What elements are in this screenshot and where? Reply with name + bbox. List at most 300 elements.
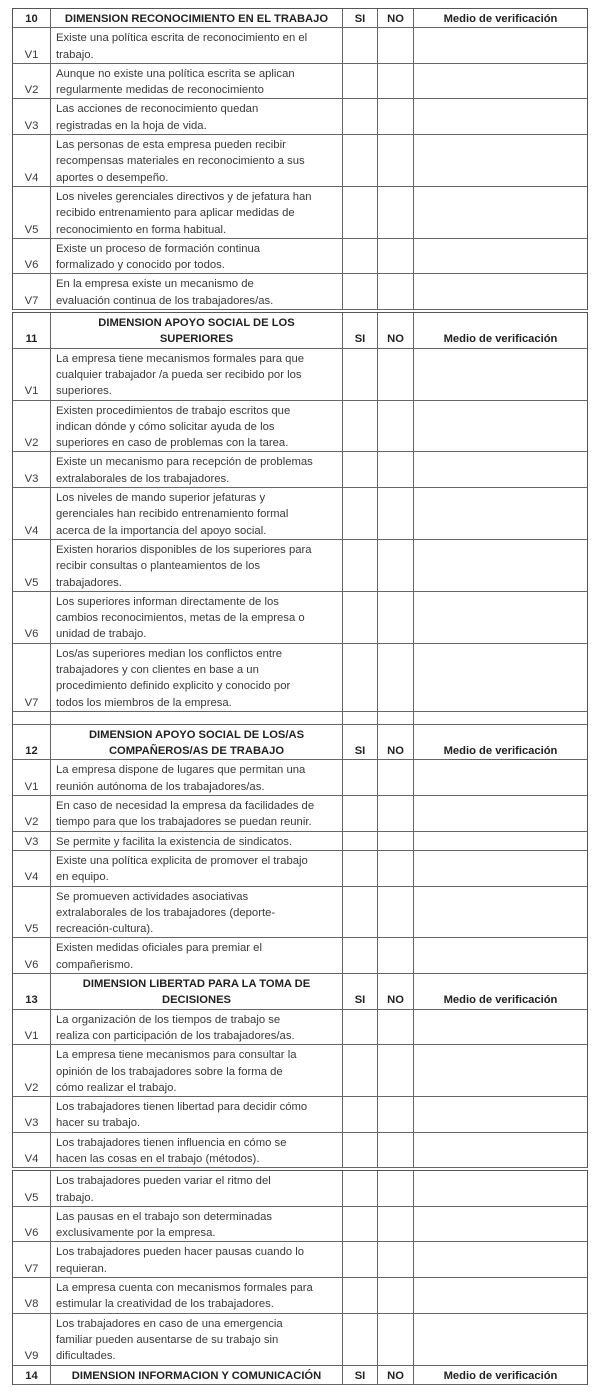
table-row (13, 796, 587, 832)
no-checkbox-cell[interactable] (378, 64, 414, 99)
verification-column-header-text: Medio de verificación (443, 13, 558, 25)
table-row (13, 274, 587, 310)
item-text-line: trabajadores y con clientes en base a un (56, 663, 259, 676)
item-text (51, 1171, 343, 1206)
no-checkbox-cell[interactable] (378, 540, 414, 591)
item-id-text: V6 (24, 958, 39, 971)
no-checkbox-cell[interactable] (378, 187, 414, 238)
no-checkbox-cell[interactable] (378, 644, 414, 711)
no-checkbox-cell[interactable] (378, 349, 414, 400)
section-number-text: 11 (25, 333, 38, 346)
verification-input-cell[interactable] (414, 488, 587, 539)
item-text-line: Existe un proceso de formación continua (56, 242, 261, 255)
item-text-line: requieran. (56, 1262, 107, 1275)
item-text-line: Los niveles de mando superior jefaturas y (56, 492, 266, 505)
verification-input-cell[interactable] (414, 239, 587, 274)
no-column-header-text: NO (387, 745, 404, 758)
item-text (51, 832, 343, 850)
verification-input-cell[interactable] (414, 274, 587, 309)
item-text-line: recibido entrenamiento para aplicar medidas de (56, 207, 295, 220)
table-row (13, 644, 587, 712)
verification-input-cell[interactable] (414, 28, 587, 63)
item-text-line: Las personas de esta empresa pueden recibir (56, 139, 286, 152)
item-text-line: Aunque no existe una política escrita se aplican (56, 67, 295, 80)
item-text-line: Los trabajadores en caso de una emergencia (56, 1317, 283, 1330)
item-id-text: V3 (24, 1117, 39, 1130)
section-title-line: DIMENSION APOYO SOCIAL DE LOS (98, 317, 295, 330)
item-id-text: V2 (24, 84, 39, 97)
table-row (13, 99, 587, 135)
item-id-text: V5 (24, 1191, 39, 1204)
item-text-line: La empresa dispone de lugares que permitan una (56, 764, 306, 777)
si-checkbox-cell[interactable] (343, 796, 378, 831)
no-checkbox-cell[interactable] (378, 1097, 414, 1132)
item-text-line: Existen horarios disponibles de los superiores para (56, 543, 312, 556)
item-id (13, 938, 51, 973)
section-title (51, 725, 343, 760)
item-id-text: V3 (24, 472, 39, 485)
table-block (12, 1170, 588, 1385)
no-checkbox-cell[interactable] (378, 1242, 414, 1277)
no-column-header-text: NO (387, 994, 404, 1007)
item-id (13, 135, 51, 186)
no-checkbox-cell[interactable] (378, 488, 414, 539)
item-text-line: La empresa tiene mecanismos para consultar la (56, 1049, 297, 1062)
item-id (13, 1097, 51, 1132)
table-row (13, 1133, 587, 1169)
item-id-text: V2 (24, 437, 39, 450)
item-text (51, 592, 343, 643)
item-id-text: V7 (24, 1262, 39, 1275)
item-text (51, 401, 343, 452)
no-checkbox-cell[interactable] (378, 1314, 414, 1365)
no-checkbox-cell[interactable] (378, 851, 414, 886)
table-row (13, 1278, 587, 1314)
item-text-line: hacen las cosas en el trabajo (métodos). (56, 1153, 260, 1165)
si-column-header (343, 974, 378, 1009)
si-column-header (343, 725, 378, 760)
verification-input-cell[interactable] (414, 401, 587, 452)
no-checkbox-cell[interactable] (378, 1045, 414, 1096)
si-checkbox-cell[interactable] (343, 488, 378, 539)
item-id-text: V8 (24, 1298, 39, 1311)
item-text-line: unidad de trabajo. (56, 628, 147, 641)
item-text-line: dificultades. (56, 1350, 116, 1363)
no-checkbox-cell[interactable] (378, 1133, 414, 1168)
item-id-text: V4 (24, 524, 39, 537)
item-id (13, 452, 51, 487)
si-checkbox-cell[interactable] (343, 832, 378, 850)
item-text-line: reconocimiento en forma habitual. (56, 223, 227, 236)
si-checkbox-cell[interactable] (343, 135, 378, 186)
verification-input-cell[interactable] (414, 644, 587, 711)
item-text-line: en equipo. (56, 871, 109, 884)
item-id (13, 1207, 51, 1242)
item-text-line: realiza con participación de los trabajadores/as. (56, 1029, 295, 1042)
table-row (13, 1097, 587, 1133)
table-row (13, 592, 587, 644)
item-id (13, 1278, 51, 1313)
item-id-text: V4 (24, 1153, 39, 1165)
no-checkbox-cell[interactable] (378, 1207, 414, 1242)
table-block (12, 8, 588, 310)
no-checkbox-cell[interactable] (378, 401, 414, 452)
si-checkbox-cell[interactable] (343, 239, 378, 274)
item-id (13, 644, 51, 711)
item-text (51, 540, 343, 591)
no-checkbox-cell[interactable] (378, 796, 414, 831)
section-header-row (13, 1366, 587, 1385)
no-checkbox-cell[interactable] (378, 760, 414, 795)
no-column-header (378, 9, 414, 27)
item-text (51, 488, 343, 539)
table-row (13, 832, 587, 851)
table-row (13, 452, 587, 488)
section-title-line: DIMENSION INFORMACION Y COMUNICACIÓN (71, 1369, 322, 1382)
no-checkbox-cell[interactable] (378, 712, 414, 724)
no-checkbox-cell[interactable] (378, 452, 414, 487)
section-header-row (13, 313, 587, 349)
si-checkbox-cell[interactable] (343, 938, 378, 973)
verification-input-cell[interactable] (414, 592, 587, 643)
item-text (51, 712, 343, 724)
item-text-line: compañerismo. (56, 958, 134, 971)
verification-input-cell[interactable] (414, 1278, 587, 1313)
item-id (13, 540, 51, 591)
item-id (13, 832, 51, 850)
verification-input-cell[interactable] (414, 1133, 587, 1168)
verification-input-cell[interactable] (414, 760, 587, 795)
item-id-text: V6 (24, 628, 39, 641)
verification-input-cell[interactable] (414, 64, 587, 99)
item-text (51, 1314, 343, 1365)
no-checkbox-cell[interactable] (378, 1278, 414, 1313)
section-header-row (13, 974, 587, 1010)
si-column-header-text: SI (354, 994, 366, 1007)
item-text (51, 1278, 343, 1313)
item-text-line: cualquier trabajador /a pueda ser recibido por los (56, 368, 302, 381)
item-id-text: V9 (24, 1350, 39, 1363)
no-checkbox-cell[interactable] (378, 592, 414, 643)
item-id-text: V4 (24, 171, 39, 184)
item-text (51, 239, 343, 274)
item-text-line: Los trabajadores pueden variar el ritmo del (56, 1175, 271, 1188)
item-text-line: Los superiores informan directamente de los (56, 595, 279, 608)
si-checkbox-cell[interactable] (343, 540, 378, 591)
no-checkbox-cell[interactable] (378, 887, 414, 938)
table-row (13, 488, 587, 540)
item-text (51, 274, 343, 309)
item-text-line: tiempo para que los trabajadores se puedan reunir. (56, 816, 312, 829)
si-checkbox-cell[interactable] (343, 760, 378, 795)
si-column-header-text: SI (354, 333, 366, 346)
item-id (13, 64, 51, 99)
item-text-line: trabajo. (56, 1191, 94, 1204)
item-id (13, 796, 51, 831)
table-row (13, 712, 587, 725)
item-text-line: extralaborales de los trabajadores (deporte- (56, 906, 276, 919)
item-id-text: V6 (24, 1227, 39, 1240)
item-text-line: La organización de los tiempos de trabajo se (56, 1013, 281, 1026)
table-row (13, 1314, 587, 1366)
verification-input-cell[interactable] (414, 540, 587, 591)
item-text-line: En la empresa existe un mecanismo de (56, 278, 254, 291)
section-number (13, 9, 51, 27)
si-checkbox-cell[interactable] (343, 887, 378, 938)
section-title (51, 9, 343, 27)
item-text-line: Las pausas en el trabajo son determinadas (56, 1210, 273, 1223)
table-row (13, 851, 587, 887)
section-number (13, 725, 51, 760)
item-id (13, 592, 51, 643)
item-text-line: Las acciones de reconocimiento quedan (56, 103, 259, 116)
item-id (13, 760, 51, 795)
item-text-line: recompensas materiales en reconocimiento a sus (56, 155, 305, 168)
section-number-text: 10 (25, 13, 38, 25)
si-checkbox-cell[interactable] (343, 1171, 378, 1206)
section-title (51, 974, 343, 1009)
item-text-line: formalizado y conocido por todos. (56, 259, 225, 272)
si-checkbox-cell[interactable] (343, 1045, 378, 1096)
item-text (51, 644, 343, 711)
item-text-line: recreación-cultura). (56, 923, 154, 936)
section-number (13, 1366, 51, 1384)
section-title (51, 313, 343, 348)
table-row (13, 1207, 587, 1243)
verification-column-header-text: Medio de verificación (443, 745, 558, 758)
si-checkbox-cell[interactable] (343, 274, 378, 309)
si-checkbox-cell[interactable] (343, 1314, 378, 1365)
item-id (13, 1010, 51, 1045)
no-checkbox-cell[interactable] (378, 938, 414, 973)
section-title-line: DIMENSION LIBERTAD PARA LA TOMA DE (82, 978, 311, 991)
si-column-header (343, 313, 378, 348)
si-checkbox-cell[interactable] (343, 1010, 378, 1045)
item-text (51, 1207, 343, 1242)
si-checkbox-cell[interactable] (343, 28, 378, 63)
item-id (13, 712, 51, 724)
verification-input-cell[interactable] (414, 1097, 587, 1132)
verification-input-cell[interactable] (414, 832, 587, 850)
item-text (51, 99, 343, 134)
item-text (51, 796, 343, 831)
verification-input-cell[interactable] (414, 851, 587, 886)
item-text-line: todos los miembros de la empresa. (56, 696, 232, 709)
no-checkbox-cell[interactable] (378, 135, 414, 186)
verification-input-cell[interactable] (414, 1045, 587, 1096)
verification-input-cell[interactable] (414, 1010, 587, 1045)
verification-input-cell[interactable] (414, 938, 587, 973)
item-text-line: Los trabajadores tienen influencia en cómo se (56, 1136, 287, 1149)
si-checkbox-cell[interactable] (343, 349, 378, 400)
item-text-line: Los niveles gerenciales directivos y de jefatura han (56, 190, 312, 203)
no-checkbox-cell[interactable] (378, 239, 414, 274)
item-id (13, 1045, 51, 1096)
item-text (51, 1133, 343, 1168)
table-row (13, 540, 587, 592)
si-checkbox-cell[interactable] (343, 644, 378, 711)
verification-input-cell[interactable] (414, 796, 587, 831)
item-text-line: La empresa tiene mecanismos formales para que (56, 352, 305, 365)
si-column-header-text: SI (354, 745, 366, 758)
section-title-line: DIMENSION APOYO SOCIAL DE LOS/AS (88, 728, 305, 741)
si-checkbox-cell[interactable] (343, 1242, 378, 1277)
no-checkbox-cell[interactable] (378, 28, 414, 63)
item-text-line: Existen medidas oficiales para premiar el (56, 942, 262, 955)
item-text-line: hacer su trabajo. (56, 1117, 141, 1130)
si-checkbox-cell[interactable] (343, 1278, 378, 1313)
si-checkbox-cell[interactable] (343, 99, 378, 134)
no-checkbox-cell[interactable] (378, 832, 414, 850)
verification-column-header (414, 1366, 587, 1384)
verification-column-header-text: Medio de verificación (443, 994, 558, 1007)
item-text (51, 887, 343, 938)
item-text-line: trabajadores. (56, 576, 122, 589)
item-text-line: cambios reconocimientos, metas de la empresa o (56, 612, 305, 625)
no-checkbox-cell[interactable] (378, 1171, 414, 1206)
verification-column-header-text: Medio de verificación (443, 333, 558, 346)
no-column-header-text: NO (387, 13, 404, 25)
table-row (13, 1171, 587, 1207)
item-text-line: evaluación continua de los trabajadores/as. (56, 294, 274, 307)
si-checkbox-cell[interactable] (343, 1207, 378, 1242)
item-text (51, 938, 343, 973)
item-text-line: registradas en la hoja de vida. (56, 119, 207, 132)
item-id (13, 239, 51, 274)
si-checkbox-cell[interactable] (343, 452, 378, 487)
item-text (51, 1045, 343, 1096)
item-id-text: V1 (24, 48, 39, 61)
item-text-line: Se permite y facilita la existencia de sindicatos. (56, 835, 293, 848)
si-column-header (343, 9, 378, 27)
item-text-line: Los/as superiores median los conflictos entre (56, 647, 283, 660)
item-id-text: V1 (24, 780, 39, 793)
verification-column-header (414, 313, 587, 348)
verification-input-cell[interactable] (414, 1171, 587, 1206)
item-id (13, 28, 51, 63)
item-id-text: V5 (24, 576, 39, 589)
table-row (13, 938, 587, 974)
verification-input-cell[interactable] (414, 1314, 587, 1365)
item-text-line: superiores. (56, 385, 112, 398)
si-checkbox-cell[interactable] (343, 851, 378, 886)
section-title-line: COMPAÑEROS/AS DE TRABAJO (108, 745, 285, 758)
item-text-line: Los trabajadores tienen libertad para decidir cómo (56, 1101, 308, 1114)
verification-input-cell[interactable] (414, 712, 587, 724)
table-block (12, 312, 588, 1168)
si-checkbox-cell[interactable] (343, 401, 378, 452)
item-text-line: opinión de los trabajadores sobre la forma de (56, 1065, 283, 1078)
item-id (13, 349, 51, 400)
no-column-header (378, 725, 414, 760)
table-row (13, 349, 587, 401)
item-text (51, 1010, 343, 1045)
item-id-text: V2 (24, 1081, 39, 1094)
verification-column-header (414, 9, 587, 27)
item-id (13, 1133, 51, 1168)
item-id-text: V7 (24, 696, 39, 709)
si-checkbox-cell[interactable] (343, 712, 378, 724)
section-number (13, 313, 51, 348)
section-title-line: DIMENSION RECONOCIMIENTO EN EL TRABAJO (64, 13, 329, 25)
verification-input-cell[interactable] (414, 349, 587, 400)
table-row (13, 1242, 587, 1278)
no-column-header (378, 974, 414, 1009)
verification-input-cell[interactable] (414, 452, 587, 487)
table-row (13, 28, 587, 64)
verification-column-header-text: Medio de verificación (443, 1369, 558, 1382)
item-text-line: Existe una política explicita de promover el trabajo (56, 854, 308, 867)
item-text-line: cómo realizar el trabajo. (56, 1081, 177, 1094)
item-id (13, 851, 51, 886)
item-text-line: gerenciales han recibido entrenamiento formal (56, 508, 289, 521)
si-checkbox-cell[interactable] (343, 64, 378, 99)
item-text (51, 349, 343, 400)
table-row (13, 187, 587, 239)
item-id (13, 488, 51, 539)
verification-input-cell[interactable] (414, 887, 587, 938)
verification-input-cell[interactable] (414, 135, 587, 186)
item-id (13, 1314, 51, 1365)
item-id-text: V7 (24, 294, 39, 307)
item-text-line: familiar pueden ausentarse de su trabajo sin (56, 1333, 279, 1346)
si-checkbox-cell[interactable] (343, 1133, 378, 1168)
no-checkbox-cell[interactable] (378, 99, 414, 134)
item-id-text: V3 (24, 119, 39, 132)
no-column-header (378, 1366, 414, 1384)
table-row (13, 887, 587, 939)
item-id (13, 887, 51, 938)
no-checkbox-cell[interactable] (378, 1010, 414, 1045)
si-column-header-text: SI (354, 13, 366, 25)
section-title-line: SUPERIORES (159, 333, 234, 346)
si-column-header-text: SI (354, 1369, 366, 1382)
section-number (13, 974, 51, 1009)
item-id (13, 401, 51, 452)
section-title (51, 1366, 343, 1384)
verification-input-cell[interactable] (414, 1207, 587, 1242)
section-number-text: 13 (25, 994, 38, 1007)
section-number-text: 14 (25, 1369, 38, 1382)
item-text-line: Existe un mecanismo para recepción de problemas (56, 456, 313, 469)
item-text-line: estimular la creatividad de los trabajadores. (56, 1298, 274, 1311)
item-id-text: V5 (24, 223, 39, 236)
si-checkbox-cell[interactable] (343, 187, 378, 238)
si-checkbox-cell[interactable] (343, 592, 378, 643)
item-id-text: V3 (24, 835, 39, 848)
item-text-line: recibir consultas o planteamientos de los (56, 560, 261, 573)
si-checkbox-cell[interactable] (343, 1097, 378, 1132)
verification-column-header (414, 725, 587, 760)
item-text-line: aportes o desempeño. (56, 171, 169, 184)
verification-input-cell[interactable] (414, 1242, 587, 1277)
item-id-text: V1 (24, 1029, 39, 1042)
item-text-line: acerca de la importancia del apoyo social. (56, 524, 267, 537)
table-row (13, 1045, 587, 1097)
table-row (13, 239, 587, 275)
item-text (51, 28, 343, 63)
no-checkbox-cell[interactable] (378, 274, 414, 309)
item-text-line: procedimiento definido explicito y conocido por (56, 680, 291, 693)
item-text-line: Existe una política escrita de reconocimiento en el (56, 32, 308, 45)
verification-input-cell[interactable] (414, 99, 587, 134)
section-header-row (13, 9, 587, 28)
table-row (13, 401, 587, 453)
item-text-line: trabajo. (56, 48, 94, 61)
section-number-text: 12 (25, 745, 38, 758)
no-column-header (378, 313, 414, 348)
verification-input-cell[interactable] (414, 187, 587, 238)
